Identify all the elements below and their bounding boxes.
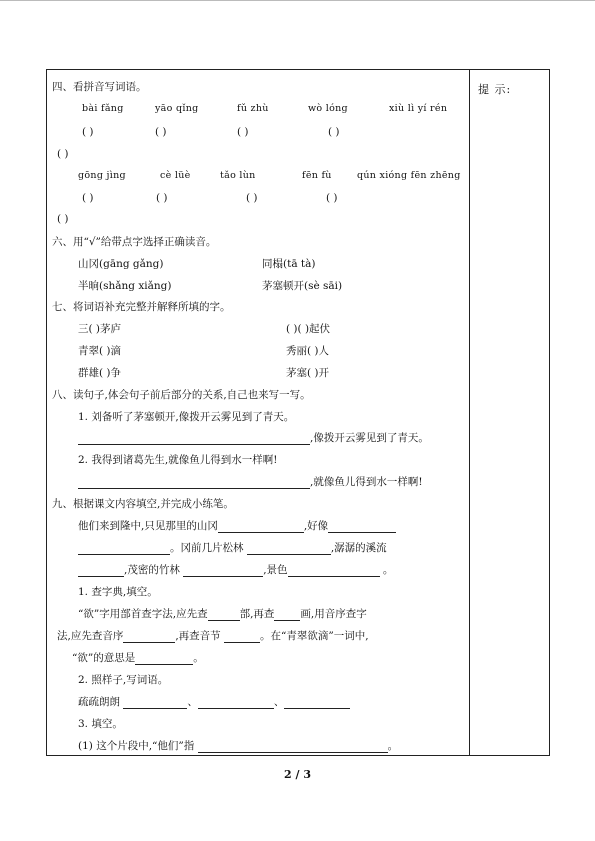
question-title: 1. 查字典,填空。 [78,586,158,598]
column-divider [469,69,470,756]
reading-choice: 半晌(shǎng xiǎng) [78,280,172,292]
answer-blank[interactable] [78,564,124,577]
answer-blank[interactable] [247,542,331,555]
hint-label: 提 示: [478,83,512,96]
page-number: 2 / 3 [284,768,311,781]
answer-paren: ( ) [57,148,69,160]
answer-paren: ( ) [246,192,258,204]
fill-line: (1) 这个片段中,“他们”指 。 [78,740,399,752]
pinyin: wò lóng [308,103,348,114]
pinyin: yāo qǐng [155,103,199,114]
section-7-title: 七、将词语补充完整并解释所填的字。 [52,301,231,313]
pinyin: qún xióng fēn zhēng [357,170,461,181]
pinyin: tǎo lùn [220,170,256,181]
section-4-title: 四、看拼音写词语。 [52,81,147,93]
answer-blank[interactable] [78,542,170,555]
idiom-blank: 茅塞( )开 [286,367,330,379]
fill-line: “欲”字用部首查字法,应先查 部,再查 画,用音序查字 [78,608,367,620]
reading-choice: 山冈(gāng gǎng) [78,258,164,270]
question-text: 2. 我得到诸葛先生,就像鱼儿得到水一样啊! [78,454,278,466]
fill-line: ,茂密的竹林 ,景色 。 [78,563,393,577]
fill-line: “欲”的意思是 。 [72,652,204,664]
reading-choice: 茅塞顿开(sè sāi) [262,280,343,292]
answer-paren: ( ) [156,192,168,204]
question-title: 2. 照样子,写词语。 [78,674,169,686]
section-8-title: 八、读句子,体会句子前后部分的关系,自己也来写一写。 [52,389,311,401]
answer-paren: ( ) [82,126,94,138]
idiom-blank: 秀丽( )人 [286,345,330,357]
answer-blank[interactable] [208,608,240,621]
pinyin: xiù lì yí rén [389,103,448,114]
question-text: 1. 刘备听了茅塞顿开,像拨开云雾见到了青天。 [78,411,295,423]
reading-choice: 同榻(tā tà) [262,258,316,270]
top-rule [0,0,595,1]
fill-line: 法,应先查音序 ,再查音节 。在“青翠欲滴”一词中, [57,630,369,642]
answer-paren: ( ) [82,192,94,204]
answer-blank[interactable] [218,520,304,533]
answer-paren: ( ) [237,126,249,138]
answer-blank[interactable] [123,630,175,643]
idiom-blank: 青翠( )滴 [78,345,122,357]
answer-blank[interactable] [198,696,274,709]
fill-line: 他们来到隆中,只见那里的山冈 ,好像 [78,519,396,533]
answer-paren: ( ) [57,213,69,225]
answer-blank[interactable] [78,432,310,445]
pinyin: bài fǎng [82,103,124,114]
pinyin: cè lüè [160,170,191,181]
pinyin: fǔ zhù [237,103,269,114]
answer-blank[interactable] [284,696,350,709]
answer-blank[interactable] [135,652,193,665]
answer-blank[interactable] [123,696,187,709]
fill-line: 。冈前几片松林 ,潺潺的溪流 [78,541,387,555]
pinyin: gōng jìng [78,170,126,181]
answer-line: ,就像鱼儿得到水一样啊! [78,475,423,489]
pinyin: fēn fù [302,170,332,181]
answer-blank[interactable] [224,630,260,643]
answer-blank[interactable] [274,608,300,621]
answer-blank[interactable] [198,740,388,753]
answer-paren: ( ) [155,126,167,138]
section-9-title: 九、根据课文内容填空,并完成小练笔。 [52,498,234,510]
answer-paren: ( ) [328,126,340,138]
question-title: 3. 填空。 [78,718,123,730]
answer-blank[interactable] [78,476,310,489]
idiom-blank: ( )( )起伏 [286,323,331,335]
answer-line: ,像拨开云雾见到了青天。 [78,431,429,445]
answer-blank[interactable] [288,564,380,577]
idiom-blank: 三( )茅庐 [78,323,122,335]
answer-blank[interactable] [328,520,396,533]
fill-line: 疏疏朗朗 、 、 [78,695,350,709]
answer-paren: ( ) [326,192,338,204]
answer-blank[interactable] [183,564,263,577]
idiom-blank: 群雄( )争 [78,367,122,379]
section-6-title: 六、用“√”给带点字选择正确读音。 [52,236,217,248]
